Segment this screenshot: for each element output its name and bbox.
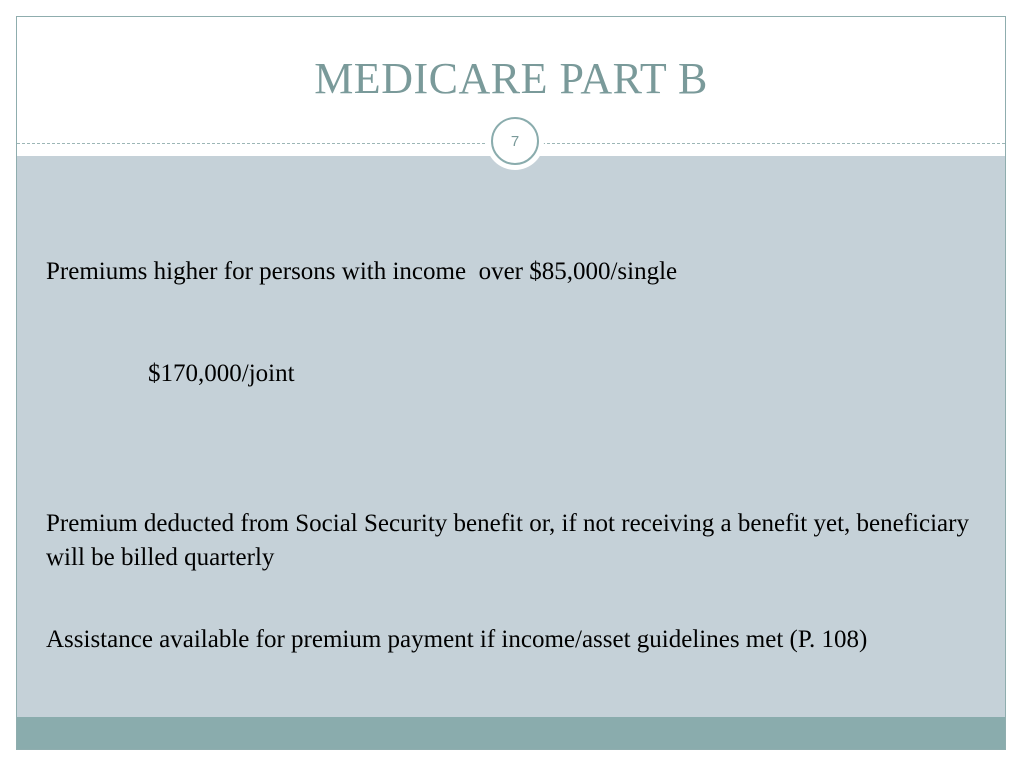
slide bbox=[16, 16, 1006, 750]
page-number: 7 bbox=[491, 117, 539, 165]
footer-band bbox=[17, 717, 1005, 750]
bullet-premium-deduction: Premium deducted from Social Security benefit or, if not receiving a benefit yet, beneficiary will be billed quarterly bbox=[46, 510, 976, 571]
page-number-badge bbox=[486, 112, 544, 170]
bullet-income-premium-line2: $170,000/joint bbox=[148, 360, 295, 387]
bullet-premium-assistance: Assistance available for premium payment if income/asset guidelines met (P. 108) bbox=[46, 626, 868, 653]
slide-title: MEDICARE PART B bbox=[314, 54, 708, 103]
bullet-list bbox=[46, 187, 986, 705]
bullet-income-premium-line1: Premiums higher for persons with income over $85,000/single bbox=[46, 258, 678, 285]
bullet-income-premium bbox=[46, 187, 986, 459]
